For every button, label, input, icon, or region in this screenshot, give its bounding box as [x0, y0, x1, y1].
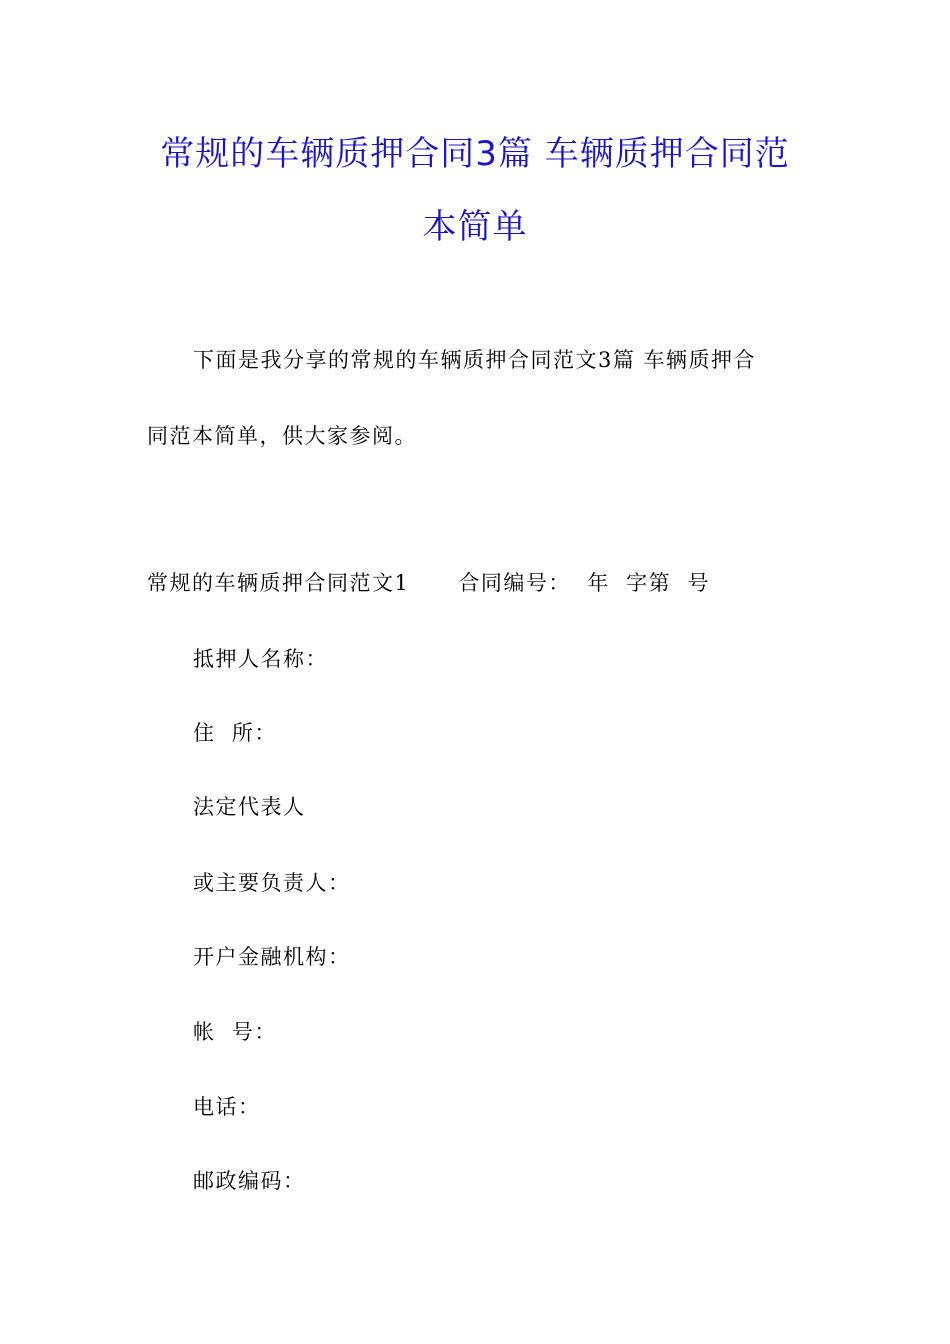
field-legal-representative: 法定代表人 — [193, 795, 306, 819]
intro-paragraph-line-2: 同范本简单，供大家参阅。 — [147, 424, 417, 448]
intro-paragraph-line-1: 下面是我分享的常规的车辆质押合同范文3篇 车辆质押合 — [193, 348, 757, 372]
field-postal-code: 邮政编码： — [193, 1169, 306, 1193]
section-heading: 常规的车辆质押合同范文1 合同编号： 年 字第 号 — [147, 571, 710, 595]
field-address: 住 所： — [193, 721, 277, 745]
field-bank: 开户金融机构： — [193, 945, 351, 969]
field-account-number: 帐 号： — [193, 1020, 277, 1044]
field-principal-person: 或主要负责人： — [193, 871, 351, 895]
document-title-line-1: 常规的车辆质押合同3篇 车辆质押合同范 — [160, 134, 790, 174]
field-mortgagor-name: 抵押人名称： — [193, 647, 328, 671]
document-title-line-2: 本简单 — [422, 207, 528, 247]
field-phone: 电话： — [193, 1095, 261, 1119]
